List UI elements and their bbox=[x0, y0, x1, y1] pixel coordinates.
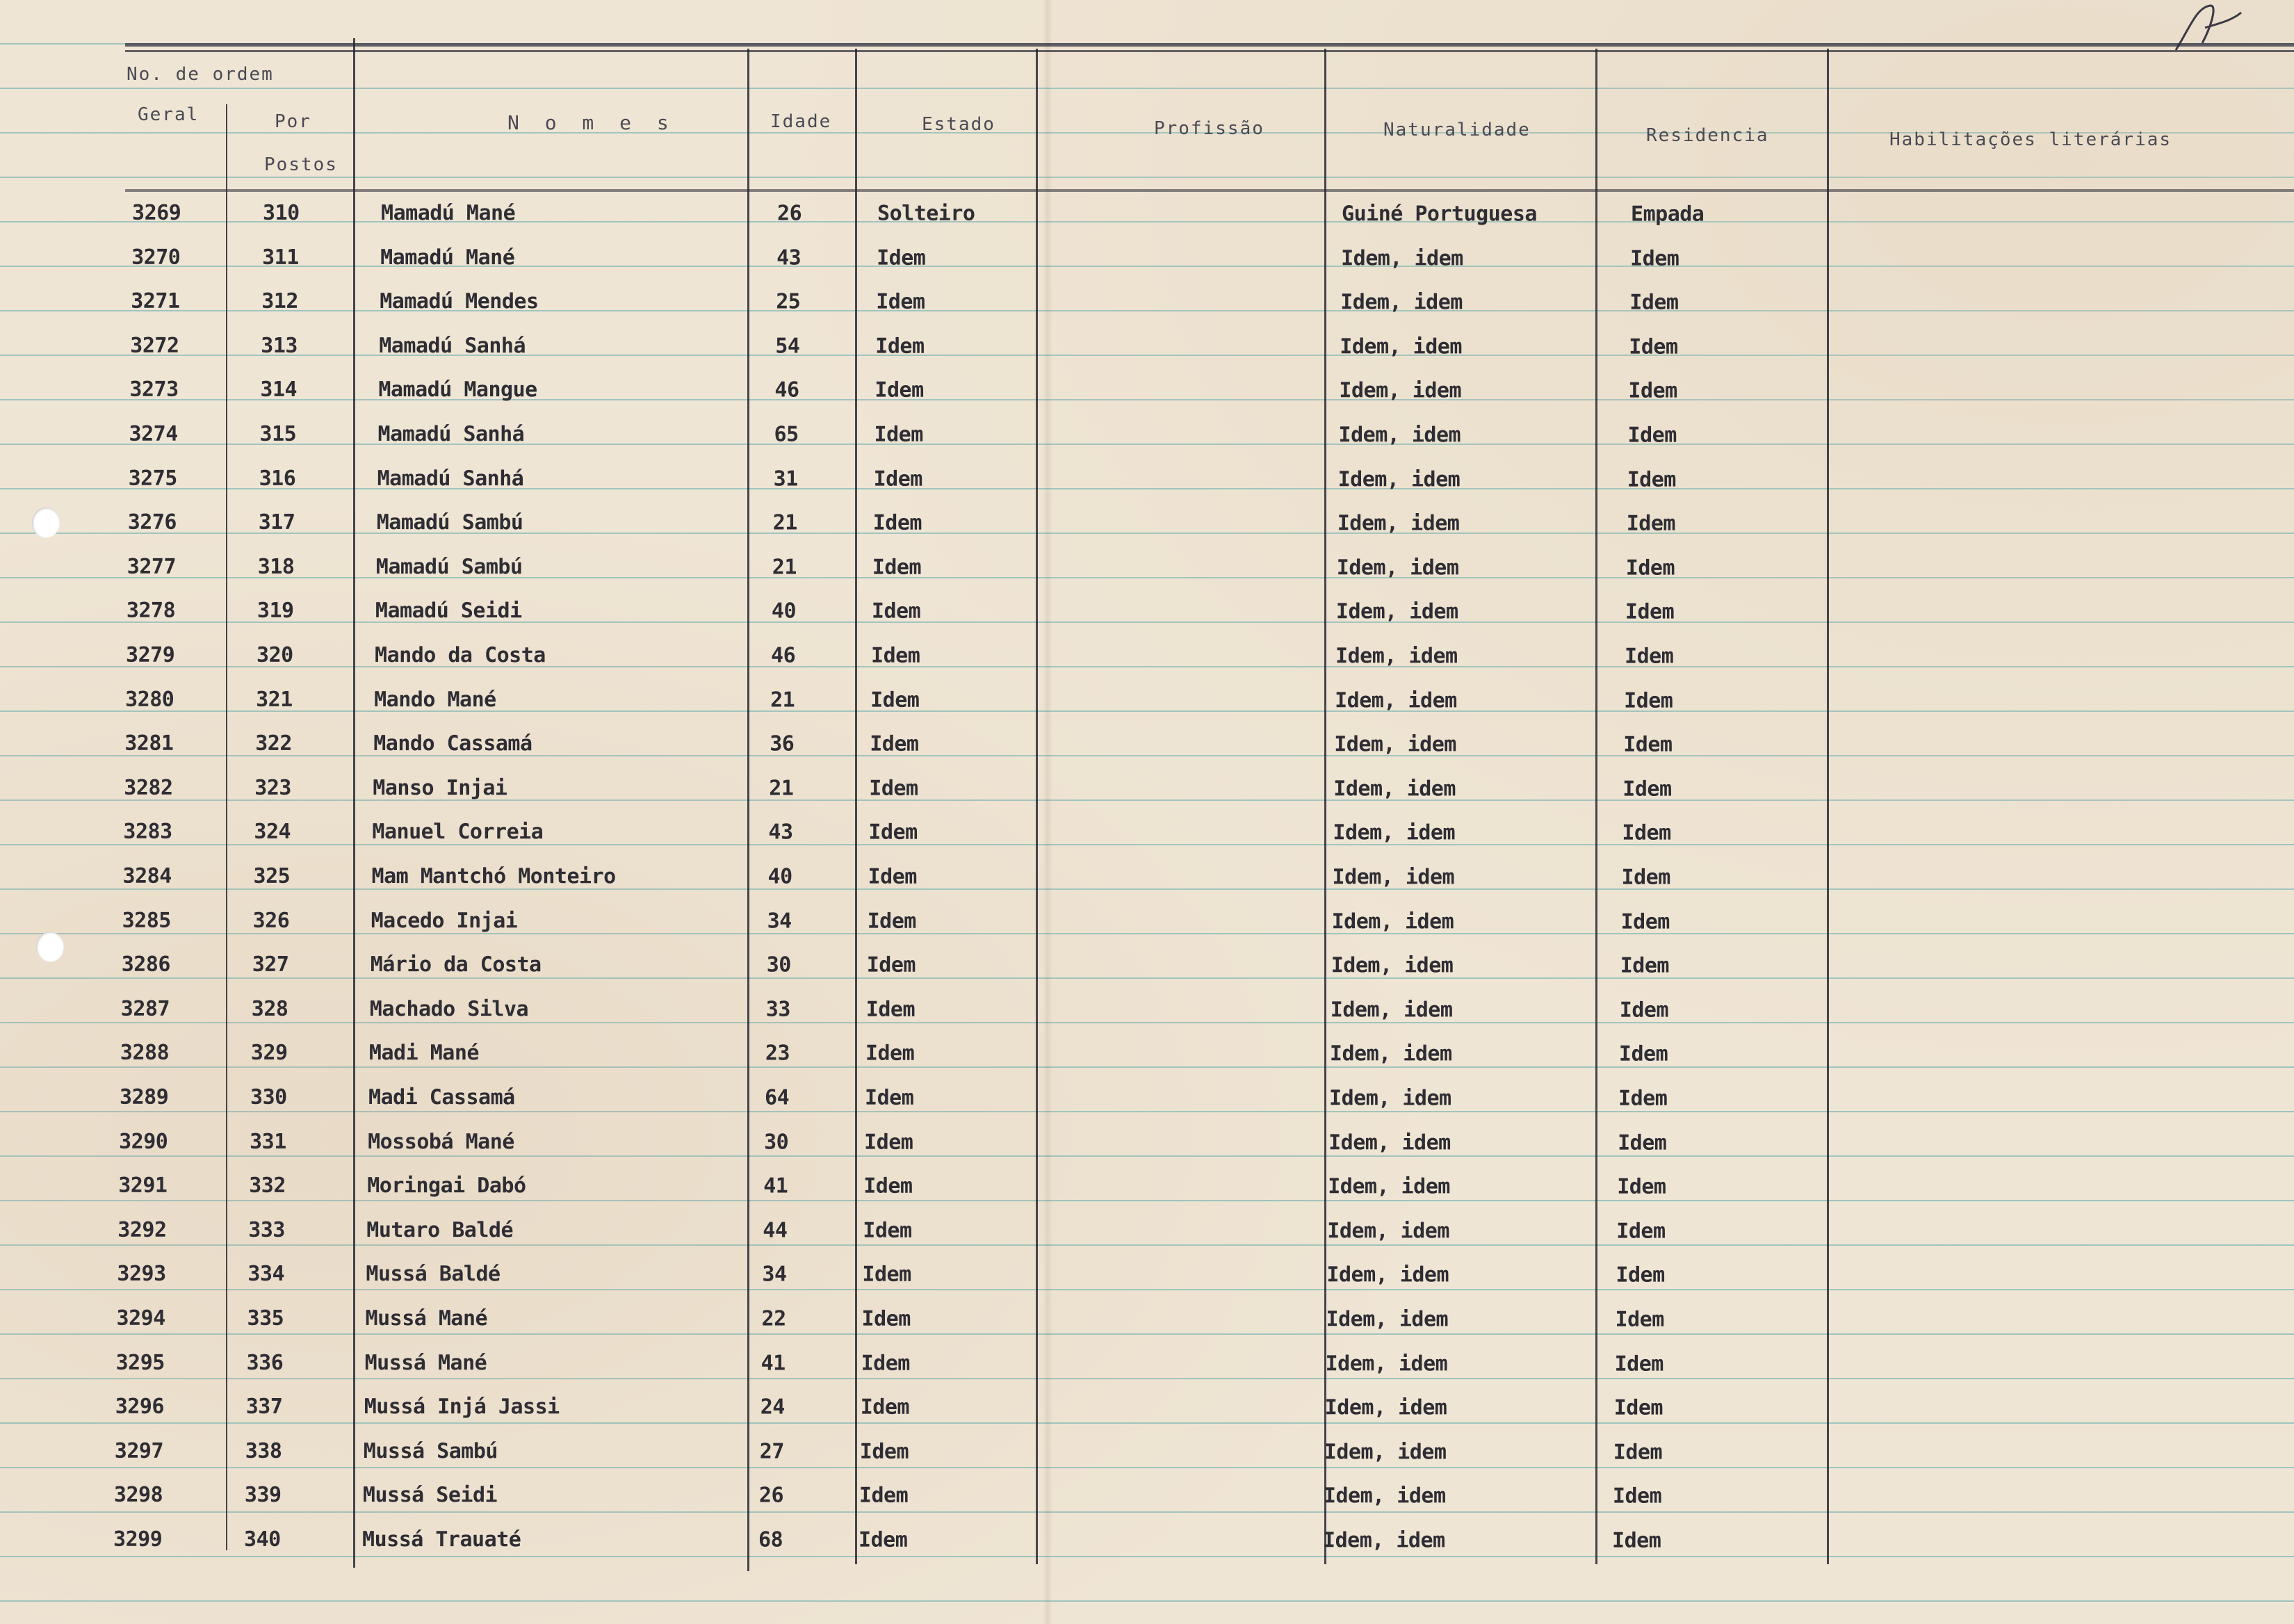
row-age: 46 bbox=[774, 377, 799, 403]
row-estado: Idem bbox=[872, 510, 922, 535]
row-posto: 320 bbox=[256, 642, 293, 667]
row-posto: 318 bbox=[257, 554, 295, 579]
table-row bbox=[0, 1041, 2282, 1087]
row-posto: 312 bbox=[261, 289, 298, 314]
row-residencia: Idem bbox=[1614, 1351, 1663, 1377]
row-estado: Idem bbox=[870, 688, 920, 713]
row-age: 21 bbox=[772, 510, 797, 535]
row-residencia: Idem bbox=[1622, 820, 1671, 846]
row-geral: 3284 bbox=[122, 863, 172, 888]
row-naturalidade: Idem, idem bbox=[1326, 1262, 1449, 1288]
row-age: 31 bbox=[773, 466, 798, 492]
row-name: Madi Cassamá bbox=[368, 1085, 515, 1110]
row-residencia: Idem bbox=[1613, 1395, 1663, 1420]
row-naturalidade: Idem, idem bbox=[1336, 555, 1459, 580]
row-name: Manso Injai bbox=[373, 775, 507, 801]
row-posto: 335 bbox=[247, 1306, 284, 1331]
table-row bbox=[0, 687, 2287, 733]
row-estado: Idem bbox=[867, 909, 916, 934]
table-row bbox=[0, 1262, 2279, 1308]
row-posto: 316 bbox=[259, 466, 296, 491]
row-age: 43 bbox=[776, 245, 802, 270]
row-naturalidade: Idem, idem bbox=[1337, 466, 1461, 492]
row-naturalidade: Idem, idem bbox=[1331, 953, 1454, 978]
row-estado: Idem bbox=[861, 1351, 910, 1376]
row-residencia: Idem bbox=[1626, 511, 1675, 536]
row-residencia: Idem bbox=[1625, 555, 1675, 580]
row-posto: 327 bbox=[252, 952, 289, 977]
row-geral: 3281 bbox=[124, 731, 174, 756]
table-row bbox=[0, 422, 2291, 468]
row-posto: 329 bbox=[250, 1041, 288, 1066]
row-age: 21 bbox=[769, 776, 794, 801]
row-estado: Idem bbox=[860, 1395, 909, 1420]
row-naturalidade: Idem, idem bbox=[1328, 1130, 1451, 1155]
row-estado: Idem bbox=[870, 643, 920, 668]
row-posto: 328 bbox=[251, 996, 288, 1021]
row-naturalidade: Idem, idem bbox=[1334, 732, 1456, 757]
row-name: Mamadú Seidi bbox=[375, 599, 522, 624]
row-name: Mamadú Mané bbox=[380, 245, 515, 270]
row-naturalidade: Idem, idem bbox=[1326, 1307, 1449, 1332]
row-name: Mamadú Sambú bbox=[375, 554, 523, 580]
row-estado: Idem bbox=[864, 1130, 913, 1155]
row-name: Mando da Costa bbox=[374, 643, 546, 668]
table-row bbox=[0, 1483, 2276, 1529]
row-geral: 3274 bbox=[129, 421, 178, 446]
row-estado: Solteiro bbox=[877, 201, 975, 226]
row-age: 40 bbox=[771, 599, 797, 624]
row-estado: Idem bbox=[859, 1484, 909, 1509]
row-name: Mamadú Mangue bbox=[378, 377, 537, 403]
row-residencia: Idem bbox=[1617, 1174, 1666, 1199]
table-row bbox=[0, 377, 2291, 423]
row-posto: 330 bbox=[250, 1085, 287, 1110]
row-naturalidade: Idem, idem bbox=[1328, 1086, 1451, 1111]
row-naturalidade: Idem, idem bbox=[1338, 423, 1461, 448]
row-naturalidade: Idem, idem bbox=[1340, 290, 1463, 315]
row-estado: Idem bbox=[875, 378, 924, 403]
row-estado: Idem bbox=[869, 776, 918, 801]
row-naturalidade: Idem, idem bbox=[1332, 865, 1455, 890]
row-residencia: Idem bbox=[1615, 1307, 1664, 1332]
row-posto: 322 bbox=[255, 731, 292, 756]
row-geral: 3285 bbox=[122, 908, 171, 933]
row-estado: Idem bbox=[872, 555, 922, 580]
row-residencia: Idem bbox=[1616, 1262, 1665, 1288]
table-row bbox=[0, 643, 2288, 689]
row-residencia: Idem bbox=[1611, 1528, 1661, 1553]
row-name: Mussá Injá Jassi bbox=[364, 1395, 560, 1420]
row-posto: 324 bbox=[254, 820, 291, 845]
row-geral: 3288 bbox=[120, 1041, 170, 1066]
row-name: Mário da Costa bbox=[370, 952, 542, 977]
row-posto: 326 bbox=[252, 908, 290, 933]
table-row bbox=[0, 1438, 2277, 1484]
row-naturalidade: Idem, idem bbox=[1331, 909, 1454, 934]
row-name: Mussá Mané bbox=[365, 1306, 488, 1331]
row-geral: 3298 bbox=[113, 1483, 163, 1508]
row-naturalidade: Guiné Portuguesa bbox=[1341, 202, 1538, 227]
row-residencia: Idem bbox=[1625, 599, 1675, 625]
row-name: Madi Mané bbox=[368, 1041, 479, 1066]
row-name: Macedo Injai bbox=[371, 908, 518, 933]
table-row bbox=[0, 1085, 2281, 1131]
row-name: Mamadú Mendes bbox=[380, 289, 539, 314]
row-posto: 339 bbox=[244, 1483, 282, 1508]
row-naturalidade: Idem, idem bbox=[1337, 511, 1460, 536]
row-residencia: Idem bbox=[1616, 1219, 1666, 1244]
row-geral: 3287 bbox=[120, 996, 170, 1021]
naturalidade-header: Naturalidade bbox=[1383, 120, 1531, 140]
table-row bbox=[0, 554, 2289, 600]
row-name: Manuel Correia bbox=[372, 820, 544, 845]
row-estado: Idem bbox=[877, 245, 926, 270]
row-posto: 325 bbox=[253, 863, 291, 888]
row-naturalidade: Idem, idem bbox=[1341, 245, 1463, 270]
row-name: Mamadú Sambú bbox=[376, 510, 523, 535]
row-name: Moringai Dabó bbox=[367, 1174, 526, 1199]
row-age: 21 bbox=[770, 688, 795, 713]
row-geral: 3294 bbox=[116, 1306, 165, 1331]
idade-header: Idade bbox=[770, 111, 832, 132]
row-age: 26 bbox=[758, 1483, 784, 1508]
row-naturalidade: Idem, idem bbox=[1323, 1484, 1446, 1509]
table-row bbox=[0, 864, 2285, 910]
row-name: Mossobá Mané bbox=[368, 1129, 514, 1154]
table-row bbox=[0, 731, 2286, 777]
row-posto: 331 bbox=[250, 1129, 286, 1154]
row-estado: Idem bbox=[870, 731, 919, 756]
row-posto: 317 bbox=[258, 510, 295, 535]
row-posto: 333 bbox=[248, 1217, 286, 1242]
row-residencia: Idem bbox=[1624, 688, 1673, 713]
row-name: Mussá Seidi bbox=[362, 1483, 498, 1508]
residencia-header: Residencia bbox=[1646, 125, 1769, 146]
row-residencia: Idem bbox=[1618, 1041, 1668, 1067]
row-posto: 315 bbox=[259, 421, 297, 446]
table-row bbox=[0, 952, 2284, 998]
row-name: Mamadú Mané bbox=[380, 201, 516, 226]
row-estado: Idem bbox=[865, 997, 916, 1022]
row-age: 33 bbox=[765, 997, 790, 1022]
row-residencia: Idem bbox=[1620, 909, 1670, 934]
row-name: Mutaro Baldé bbox=[366, 1217, 514, 1243]
row-name: Mussá Mané bbox=[364, 1350, 487, 1375]
row-age: 44 bbox=[763, 1218, 788, 1243]
row-geral: 3278 bbox=[126, 599, 176, 624]
row-name: Mussá Sambú bbox=[363, 1438, 498, 1464]
row-estado: Idem bbox=[871, 599, 921, 624]
row-residencia: Idem bbox=[1618, 1130, 1667, 1155]
row-posto: 314 bbox=[260, 377, 298, 403]
row-naturalidade: Idem, idem bbox=[1335, 599, 1458, 624]
row-geral: 3291 bbox=[118, 1173, 168, 1198]
row-geral: 3290 bbox=[119, 1129, 168, 1154]
handwritten-initials-icon bbox=[2169, 0, 2245, 63]
row-estado: Idem bbox=[875, 334, 925, 359]
row-age: 21 bbox=[772, 555, 797, 580]
row-naturalidade: Idem, idem bbox=[1333, 820, 1456, 845]
table-row bbox=[0, 1395, 2277, 1440]
row-geral: 3275 bbox=[128, 466, 177, 491]
row-geral: 3299 bbox=[113, 1527, 163, 1552]
row-residencia: Idem bbox=[1623, 732, 1673, 757]
table-row bbox=[0, 1217, 2279, 1263]
row-geral: 3270 bbox=[131, 245, 181, 270]
table-row bbox=[0, 1129, 2281, 1175]
row-name: Mamadú Sanhá bbox=[379, 333, 526, 359]
row-posto: 321 bbox=[256, 687, 293, 712]
row-age: 26 bbox=[776, 201, 802, 226]
row-geral: 3292 bbox=[117, 1217, 167, 1242]
row-name: Mussá Trauaté bbox=[361, 1527, 521, 1552]
row-geral: 3273 bbox=[129, 377, 179, 403]
table-row bbox=[0, 908, 2284, 954]
row-posto: 319 bbox=[257, 599, 294, 624]
row-residencia: Idem bbox=[1629, 290, 1679, 315]
row-estado: Idem bbox=[862, 1262, 911, 1288]
row-posto: 336 bbox=[246, 1350, 284, 1375]
row-age: 34 bbox=[762, 1262, 787, 1287]
row-residencia: Idem bbox=[1613, 1440, 1663, 1465]
row-age: 34 bbox=[767, 909, 792, 934]
row-geral: 3279 bbox=[125, 642, 175, 667]
row-residencia: Idem bbox=[1618, 1086, 1668, 1111]
row-residencia: Idem bbox=[1620, 953, 1669, 978]
row-residencia: Idem bbox=[1612, 1484, 1662, 1509]
row-estado: Idem bbox=[876, 289, 925, 314]
row-name: Machado Silva bbox=[369, 996, 529, 1022]
row-naturalidade: Idem, idem bbox=[1329, 1041, 1452, 1066]
row-naturalidade: Idem, idem bbox=[1327, 1219, 1449, 1244]
row-posto: 340 bbox=[243, 1527, 281, 1552]
row-estado: Idem bbox=[865, 1041, 915, 1066]
row-name: Mamadú Sanhá bbox=[377, 466, 524, 491]
table-row bbox=[0, 775, 2286, 821]
row-age: 27 bbox=[759, 1439, 784, 1464]
row-geral: 3280 bbox=[125, 687, 174, 712]
header-top-rule bbox=[125, 43, 2294, 47]
row-estado: Idem bbox=[864, 1085, 914, 1110]
row-estado: Idem bbox=[868, 864, 917, 889]
row-age: 41 bbox=[763, 1174, 788, 1199]
row-residencia: Idem bbox=[1621, 865, 1670, 890]
row-naturalidade: Idem, idem bbox=[1340, 334, 1462, 359]
table-row bbox=[0, 1306, 2279, 1352]
table-row bbox=[0, 996, 2283, 1042]
row-naturalidade: Idem, idem bbox=[1335, 644, 1458, 669]
row-estado: Idem bbox=[863, 1218, 912, 1243]
habilitacoes-header: Habilitações literárias bbox=[1889, 129, 2172, 150]
table-row bbox=[0, 245, 2293, 291]
table-row bbox=[0, 510, 2290, 556]
row-posto: 311 bbox=[262, 245, 299, 270]
row-posto: 338 bbox=[245, 1438, 282, 1463]
por-header: Por bbox=[275, 111, 311, 132]
row-estado: Idem bbox=[868, 820, 918, 845]
row-age: 40 bbox=[767, 864, 792, 889]
row-residencia: Idem bbox=[1627, 467, 1676, 492]
row-geral: 3271 bbox=[131, 289, 180, 314]
table-row bbox=[0, 1350, 2278, 1396]
geral-header: Geral bbox=[138, 104, 200, 125]
header-bottom-rule bbox=[125, 189, 2294, 192]
row-age: 43 bbox=[768, 820, 793, 845]
row-residencia: Idem bbox=[1619, 998, 1669, 1023]
row-name: Mamadú Sanhá bbox=[377, 422, 525, 447]
row-geral: 3297 bbox=[114, 1438, 164, 1463]
row-age: 25 bbox=[776, 289, 801, 314]
row-geral: 3276 bbox=[127, 510, 177, 535]
order-number-header: No. de ordem bbox=[127, 64, 274, 85]
table-row bbox=[0, 201, 2294, 247]
row-name: Mussá Baldé bbox=[366, 1262, 501, 1287]
row-estado: Idem bbox=[873, 466, 922, 492]
nomes-header: N o m e s bbox=[507, 111, 676, 134]
row-naturalidade: Idem, idem bbox=[1322, 1528, 1445, 1553]
row-age: 30 bbox=[766, 952, 791, 977]
row-age: 30 bbox=[764, 1130, 789, 1155]
postos-header: Postos bbox=[264, 154, 338, 175]
row-residencia: Empada bbox=[1630, 202, 1705, 227]
row-estado: Idem bbox=[874, 422, 923, 447]
row-residencia: Idem bbox=[1624, 644, 1674, 669]
row-name: Mam Mantchó Monteiro bbox=[371, 864, 616, 889]
row-naturalidade: Idem, idem bbox=[1339, 378, 1462, 403]
row-residencia: Idem bbox=[1627, 423, 1677, 448]
row-posto: 323 bbox=[254, 775, 292, 800]
row-geral: 3272 bbox=[130, 333, 179, 358]
row-age: 41 bbox=[760, 1351, 786, 1376]
table-row bbox=[0, 333, 2292, 379]
row-estado: Idem bbox=[859, 1439, 909, 1464]
row-geral: 3282 bbox=[124, 775, 173, 800]
row-geral: 3269 bbox=[131, 200, 181, 225]
row-estado: Idem bbox=[863, 1174, 913, 1199]
table-row bbox=[0, 1527, 2275, 1573]
row-posto: 332 bbox=[249, 1174, 286, 1199]
row-geral: 3283 bbox=[123, 820, 172, 845]
row-geral: 3277 bbox=[127, 554, 177, 579]
row-posto: 334 bbox=[247, 1262, 285, 1287]
row-geral: 3295 bbox=[115, 1350, 165, 1375]
row-age: 22 bbox=[761, 1306, 786, 1331]
row-estado: Idem bbox=[866, 952, 916, 977]
row-residencia: Idem bbox=[1629, 334, 1678, 359]
row-posto: 310 bbox=[262, 200, 300, 225]
row-estado: Idem bbox=[861, 1306, 911, 1331]
row-naturalidade: Idem, idem bbox=[1324, 1440, 1447, 1465]
row-residencia: Idem bbox=[1630, 246, 1679, 271]
row-name: Mando Cassamá bbox=[373, 731, 532, 756]
row-posto: 337 bbox=[245, 1395, 283, 1420]
row-geral: 3286 bbox=[121, 952, 170, 977]
estado-header: Estado bbox=[922, 114, 995, 135]
row-naturalidade: Idem, idem bbox=[1324, 1395, 1447, 1420]
row-geral: 3293 bbox=[117, 1262, 166, 1287]
profissao-header: Profissão bbox=[1154, 118, 1264, 139]
row-name: Mando Mané bbox=[374, 687, 496, 712]
table-row bbox=[0, 1174, 2280, 1219]
row-age: 54 bbox=[775, 334, 800, 359]
row-age: 46 bbox=[770, 643, 796, 668]
row-posto: 313 bbox=[261, 333, 298, 358]
table-row bbox=[0, 599, 2288, 644]
row-geral: 3289 bbox=[119, 1085, 169, 1110]
row-naturalidade: Idem, idem bbox=[1333, 777, 1456, 802]
row-age: 36 bbox=[770, 731, 795, 756]
row-age: 68 bbox=[758, 1527, 783, 1552]
row-naturalidade: Idem, idem bbox=[1325, 1351, 1448, 1376]
row-age: 24 bbox=[760, 1395, 785, 1420]
row-geral: 3296 bbox=[115, 1394, 164, 1419]
row-naturalidade: Idem, idem bbox=[1330, 998, 1453, 1023]
table-row bbox=[0, 466, 2291, 512]
row-age: 23 bbox=[765, 1041, 790, 1066]
row-naturalidade: Idem, idem bbox=[1335, 688, 1457, 713]
row-age: 64 bbox=[764, 1085, 790, 1110]
row-naturalidade: Idem, idem bbox=[1328, 1174, 1450, 1199]
table-row bbox=[0, 820, 2285, 866]
table-row bbox=[0, 289, 2293, 335]
row-residencia: Idem bbox=[1628, 378, 1677, 404]
row-age: 65 bbox=[774, 422, 799, 447]
row-residencia: Idem bbox=[1622, 777, 1672, 802]
row-estado: Idem bbox=[858, 1527, 908, 1552]
header-top-rule bbox=[125, 50, 2294, 52]
